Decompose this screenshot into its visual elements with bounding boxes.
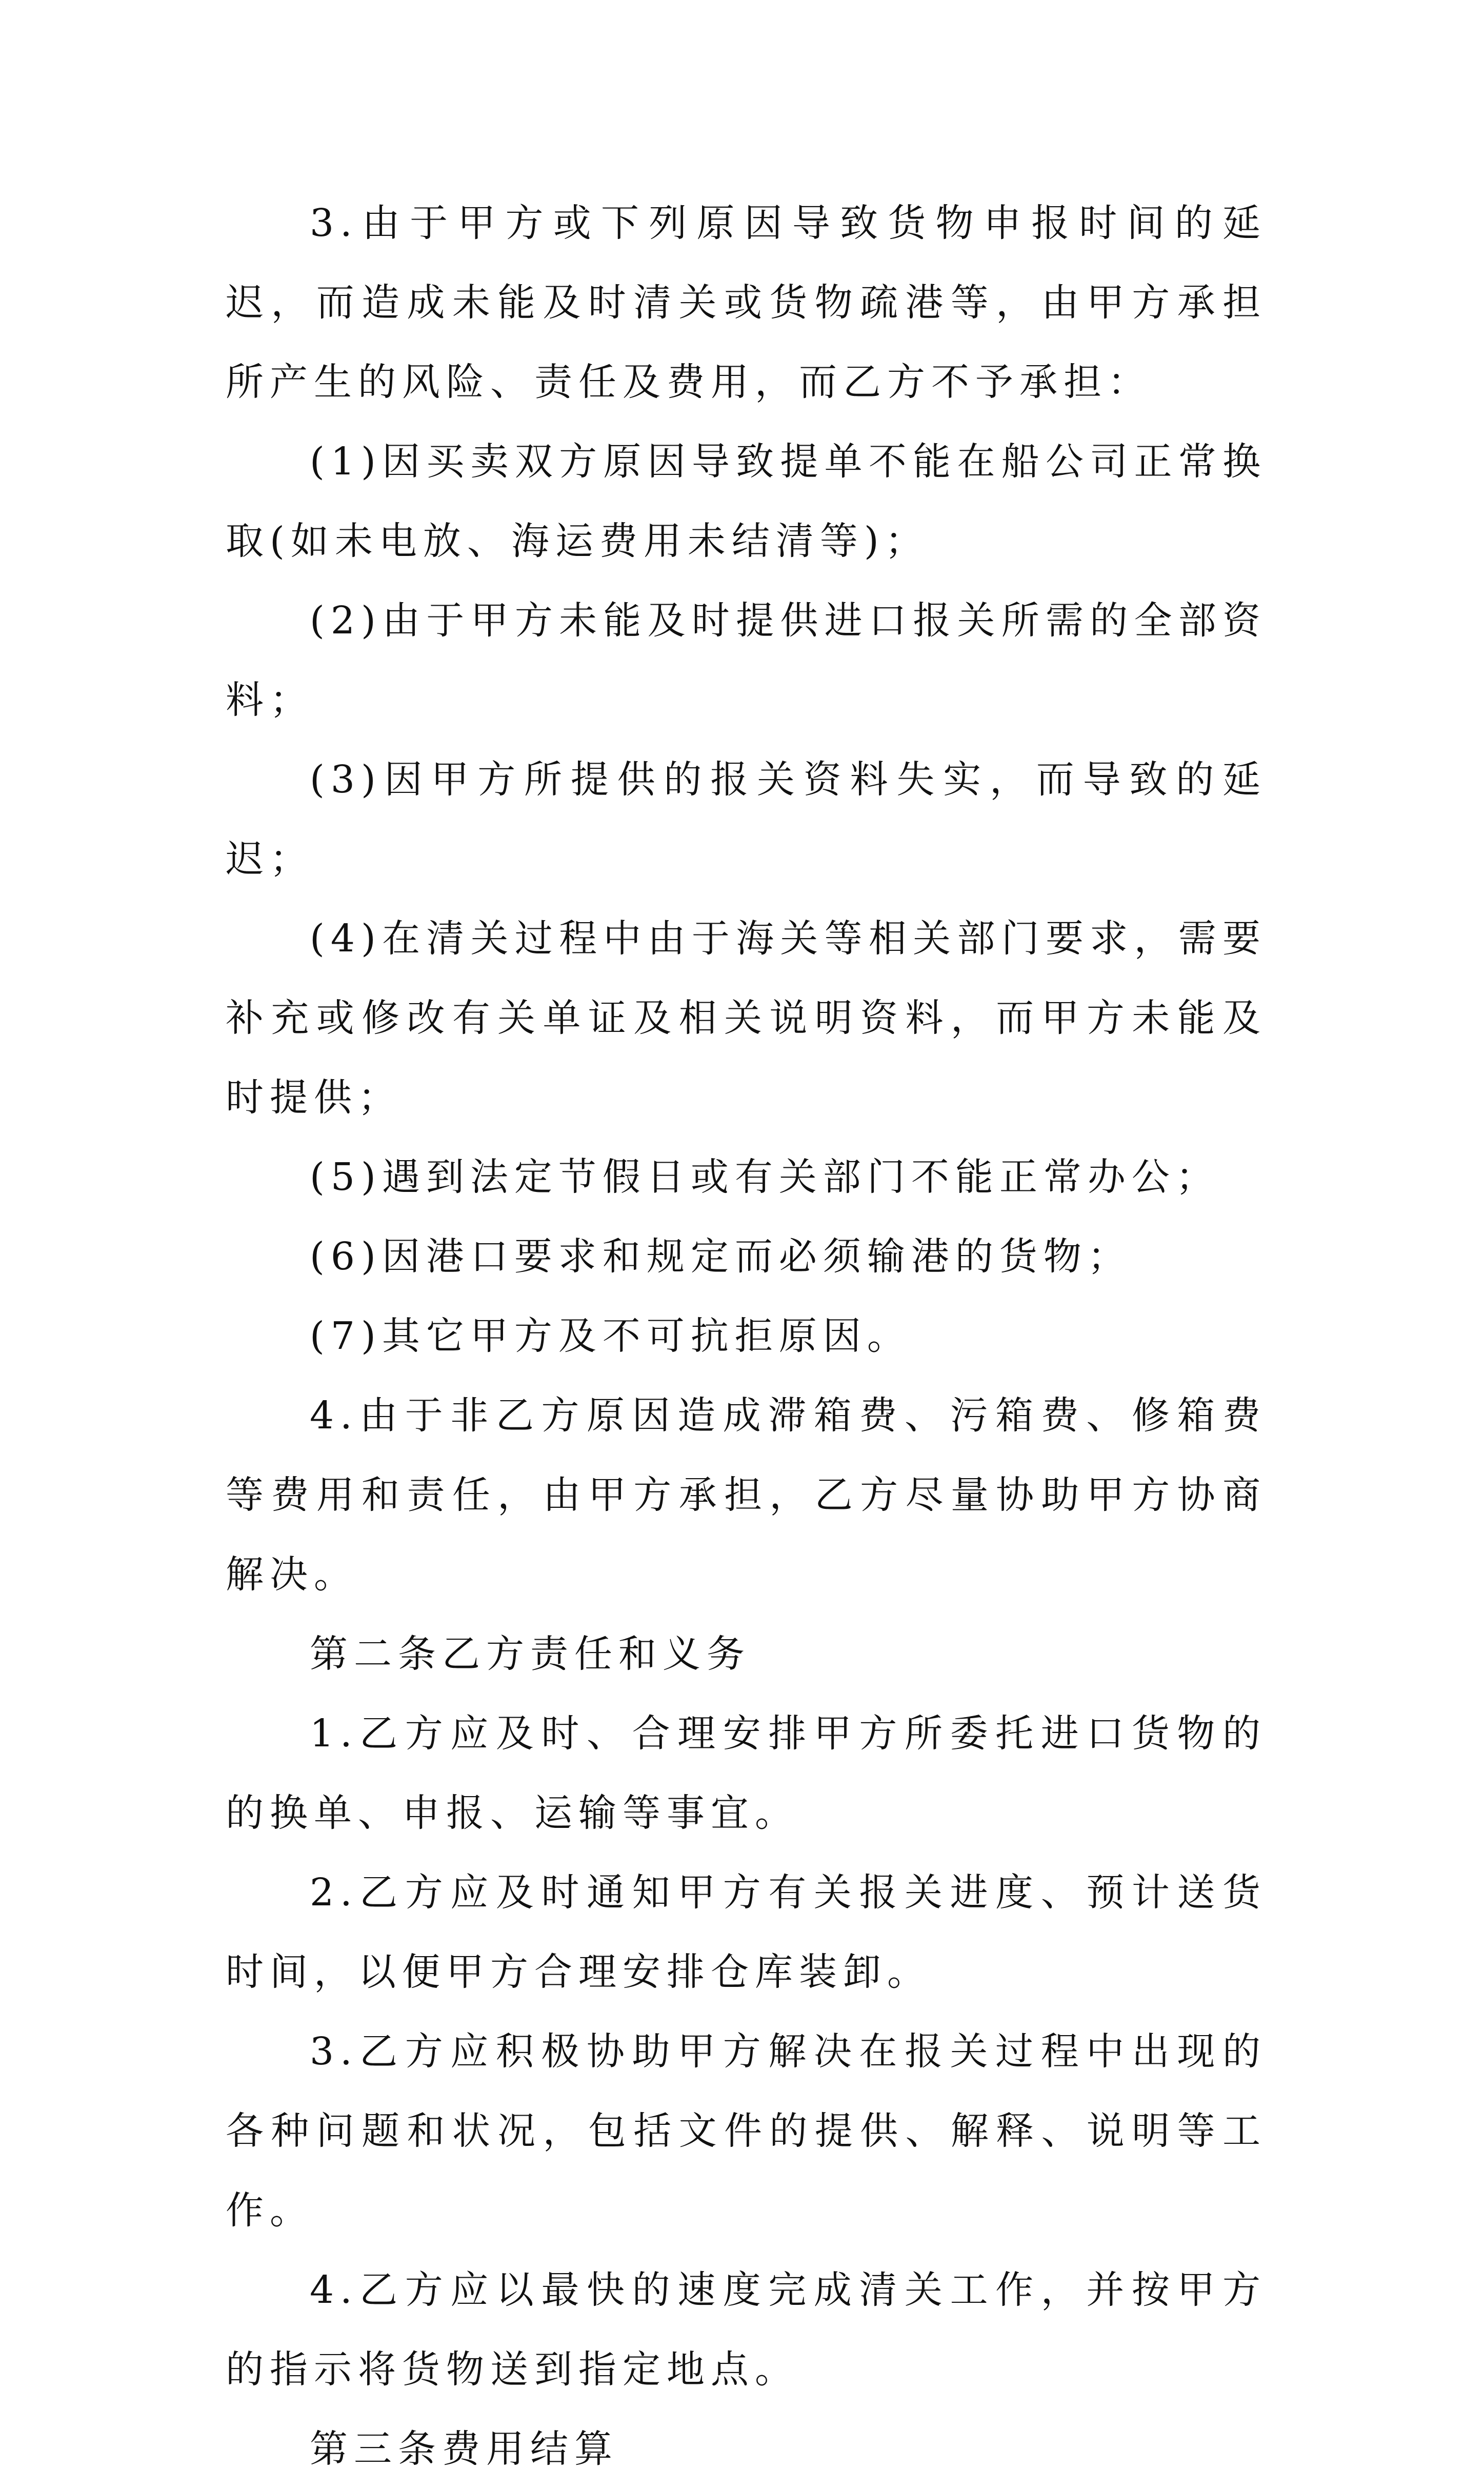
document-body bbox=[226, 184, 1267, 2489]
list-item-7: (7)其它甲方及不可抗拒原因。 bbox=[310, 1314, 911, 1358]
duty-1: 1.乙方应及时、合理安排甲方所委托进口货物的的换单、申报、运输等事宜。 bbox=[226, 1711, 1267, 1835]
list-item-1: (1)因买卖双方原因导致提单不能在船公司正常换取(如未电放、海运费用未结清等)； bbox=[226, 440, 1267, 563]
article-3-heading: 第三条费用结算 bbox=[310, 2427, 618, 2471]
clause-4: 4.由于非乙方原因造成滞箱费、污箱费、修箱费等费用和责任，由甲方承担，乙方尽量协助甲方协商解决。 bbox=[226, 1393, 1267, 1597]
clause-3: 3.由于甲方或下列原因导致货物申报时间的延迟，而造成未能及时清关或货物疏港等，由甲方承担所产生的风险、责任及费用，而乙方不予承担： bbox=[226, 201, 1267, 404]
list-item-2: (2)由于甲方未能及时提供进口报关所需的全部资料； bbox=[226, 599, 1267, 722]
list-item-3: (3)因甲方所提供的报关资料失实，而导致的延迟； bbox=[226, 758, 1267, 881]
duty-3: 3.乙方应积极协助甲方解决在报关过程中出现的各种问题和状况，包括文件的提供、解释、说明等工作。 bbox=[226, 2029, 1267, 2233]
article-2-heading: 第二条乙方责任和义务 bbox=[310, 1632, 751, 1676]
list-item-4: (4)在清关过程中由于海关等相关部门要求，需要补充或修改有关单证及相关说明资料，而甲方未能及时提供； bbox=[226, 917, 1267, 1120]
duty-2: 2.乙方应及时通知甲方有关报关进度、预计送货时间，以便甲方合理安排仓库装卸。 bbox=[226, 1870, 1267, 1994]
duty-4: 4.乙方应以最快的速度完成清关工作，并按甲方的指示将货物送到指定地点。 bbox=[226, 2268, 1267, 2392]
list-item-6: (6)因港口要求和规定而必须输港的货物； bbox=[310, 1234, 1132, 1279]
list-item-5: (5)遇到法定节假日或有关部门不能正常办公； bbox=[310, 1155, 1220, 1199]
